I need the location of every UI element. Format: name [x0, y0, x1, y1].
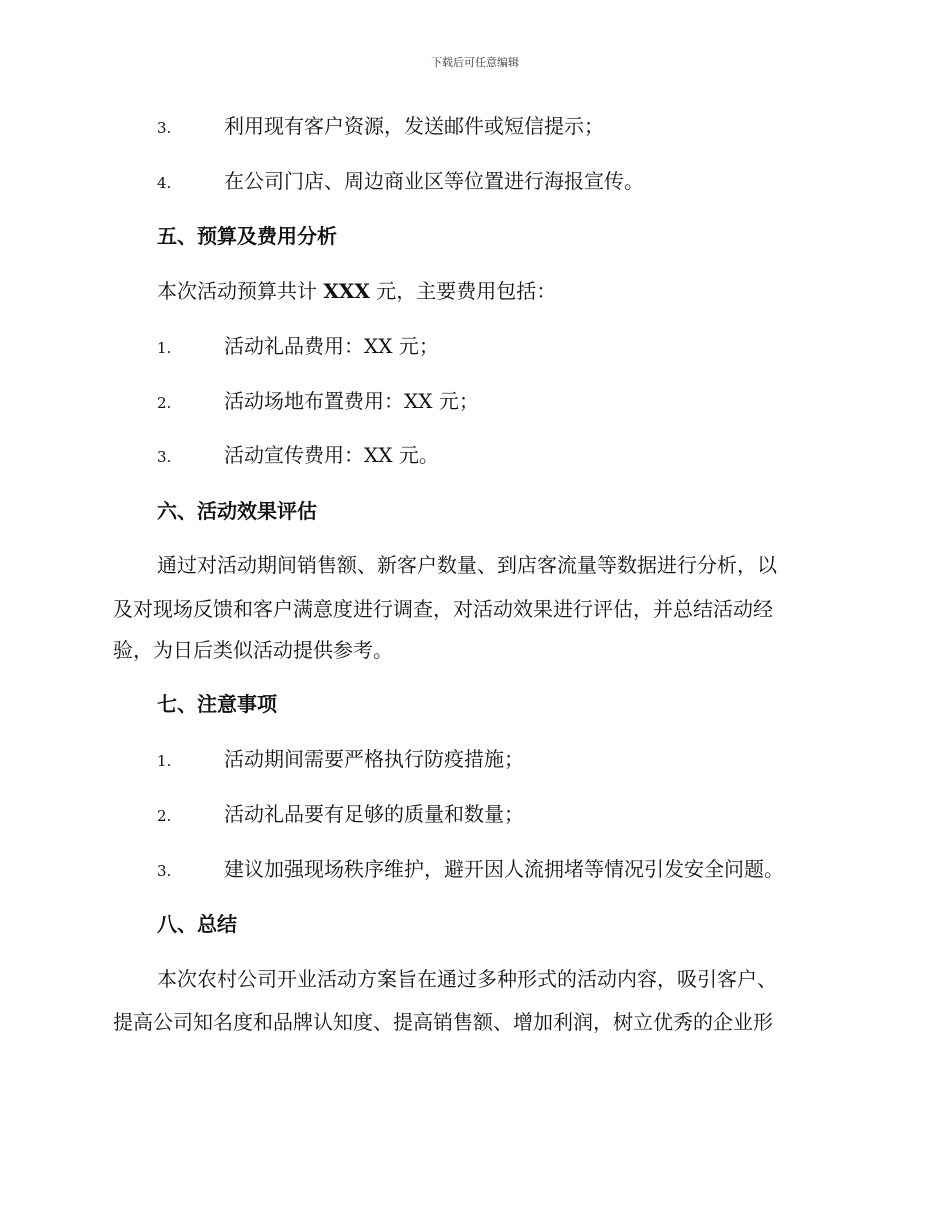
paragraph-line: 及对现场反馈和客户满意度进行调查，对活动效果进行评估，并总结活动经: [113, 597, 773, 621]
list-number: 2.: [157, 807, 172, 825]
list-number: 4.: [157, 174, 172, 192]
list-item: 利用现有客户资源，发送邮件或短信提示；: [224, 114, 604, 138]
section-heading-budget: 五、预算及费用分析: [157, 224, 337, 248]
list-item: 活动礼品费用：XX 元；: [224, 334, 439, 358]
section-heading-evaluation: 六、活动效果评估: [157, 499, 317, 523]
budget-intro: 本次活动预算共计 XXX 元，主要费用包括：: [157, 279, 557, 303]
list-number: 3.: [157, 862, 172, 880]
paragraph-line: 提高公司知名度和品牌认知度、提高销售额、增加利润，树立优秀的企业形: [113, 1010, 773, 1034]
list-number: 3.: [157, 119, 172, 137]
paragraph-line: 本次农村公司开业活动方案旨在通过多种形式的活动内容，吸引客户、: [157, 967, 777, 991]
list-number: 3.: [157, 448, 172, 466]
list-number: 2.: [157, 394, 172, 412]
list-item: 活动场地布置费用：XX 元；: [224, 389, 479, 413]
list-item: 活动宣传费用：XX 元。: [224, 443, 439, 467]
page-header: 下载后可任意编辑: [431, 56, 519, 69]
section-heading-summary: 八、总结: [157, 912, 237, 936]
paragraph-line: 通过对活动期间销售额、新客户数量、到店客流量等数据进行分析，以: [157, 553, 777, 577]
list-number: 1.: [157, 339, 172, 357]
list-item: 活动礼品要有足够的质量和数量；: [224, 802, 524, 826]
list-item: 活动期间需要严格执行防疫措施；: [224, 747, 524, 771]
list-number: 1.: [157, 752, 172, 770]
section-heading-notes: 七、注意事项: [157, 692, 277, 716]
paragraph-line: 验，为日后类似活动提供参考。: [113, 638, 393, 662]
list-item: 在公司门店、周边商业区等位置进行海报宣传。: [224, 169, 644, 193]
list-item: 建议加强现场秩序维护，避开因人流拥堵等情况引发安全问题。: [224, 857, 784, 881]
